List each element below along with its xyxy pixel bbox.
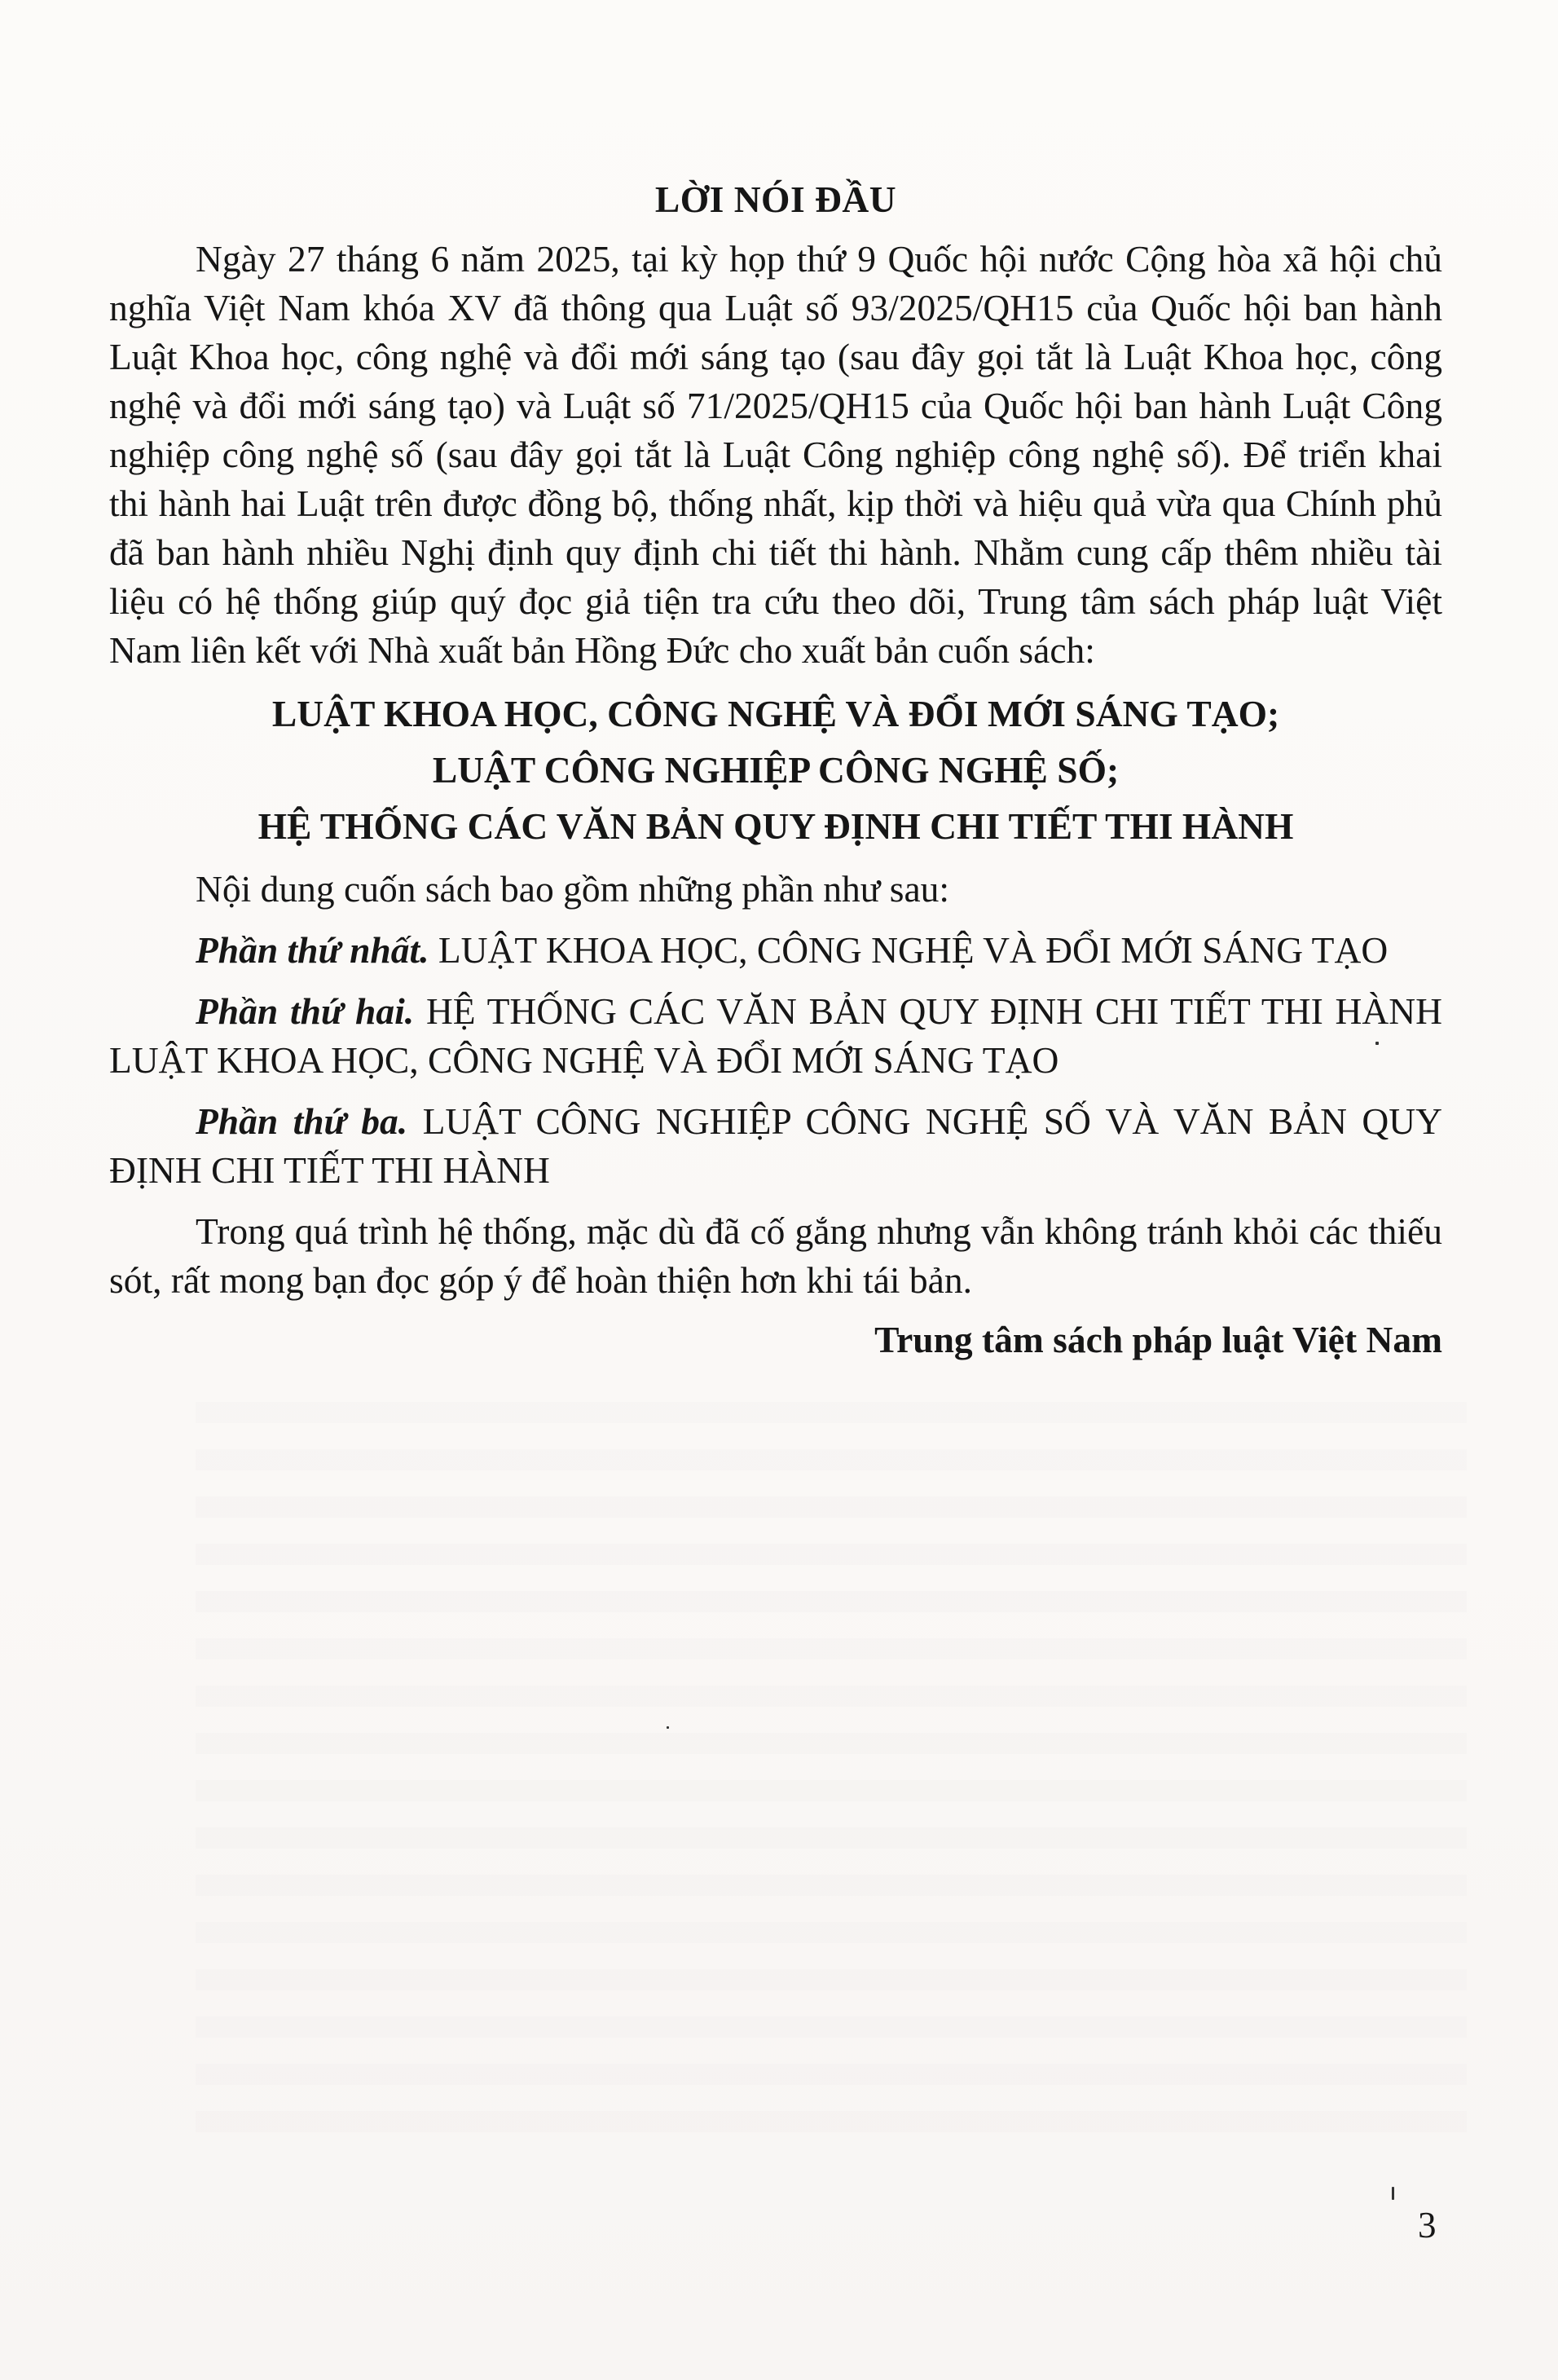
- intro-paragraph: Ngày 27 tháng 6 năm 2025, tại kỳ họp thứ 9 Quốc hội nước Cộng hòa xã hội chủ nghĩa Việt Nam khóa XV đã thông qua Luật số 93/2025/QH15 của Quốc hội ban hành Luật Khoa học, công nghệ và đổi mới sáng tạo (sau đây gọi tắt là Luật Khoa học, công nghệ và đổi mới sáng tạo) và Luật số 71/2025/QH15 của Quốc hội ban hành Luật Công nghiệp công nghệ số (sau đây gọi tắt là Luật Công nghiệp công nghệ số). Để triển khai thi hành hai Luật trên được đồng bộ, thống nhất, kịp thời và hiệu quả vừa qua Chính phủ đã ban hành nhiều Nghị định quy định chi tiết thi hành. Nhằm cung cấp thêm nhiều tài liệu có hệ thống giúp quý đọc giả tiện tra cứu theo dõi, Trung tâm sách pháp luật Việt Nam liên kết với Nhà xuất bản Hồng Đức cho xuất bản cuốn sách:: [109, 238, 1442, 671]
- book-title-line: LUẬT CÔNG NGHIỆP CÔNG NGHỆ SỐ;: [432, 749, 1120, 791]
- part-label: Phần thứ ba.: [196, 1100, 408, 1142]
- book-title-line: LUẬT KHOA HỌC, CÔNG NGHỆ VÀ ĐỔI MỚI SÁNG TẠO;: [271, 693, 1280, 734]
- closing-paragraph: Trong quá trình hệ thống, mặc dù đã cố gắng nhưng vẫn không tránh khỏi các thiếu sót, rất mong bạn đọc góp ý để hoàn thiện hơn khi tái bản.: [109, 1210, 1442, 1301]
- reverse-side-bleed-through: [196, 1402, 1467, 2135]
- part-label: Phần thứ hai.: [196, 990, 415, 1032]
- part-label: Phần thứ nhất.: [196, 929, 429, 971]
- book-title-block: [109, 685, 1442, 854]
- preface-content: [109, 175, 1442, 1364]
- signature: Trung tâm sách pháp luật Việt Nam: [874, 1319, 1442, 1360]
- print-speck: [667, 1726, 669, 1729]
- page-title: LỜI NÓI ĐẦU: [654, 178, 897, 220]
- print-speck: [1392, 2187, 1394, 2200]
- page-number: 3: [1418, 2205, 1437, 2246]
- part-item: [109, 987, 1442, 1085]
- part-item: [109, 926, 1442, 975]
- part-text: LUẬT KHOA HỌC, CÔNG NGHỆ VÀ ĐỔI MỚI SÁNG TẠO: [429, 929, 1389, 971]
- book-title-line: HỆ THỐNG CÁC VĂN BẢN QUY ĐỊNH CHI TIẾT THI HÀNH: [257, 805, 1294, 847]
- print-speck: [1375, 1042, 1379, 1045]
- part-text: LUẬT CÔNG NGHIỆP CÔNG NGHỆ SỐ VÀ VĂN BẢN QUY ĐỊNH CHI TIẾT THI HÀNH: [109, 1100, 1443, 1191]
- part-text: HỆ THỐNG CÁC VĂN BẢN QUY ĐỊNH CHI TIẾT THI HÀNH LUẬT KHOA HỌC, CÔNG NGHỆ VÀ ĐỔI MỚI SÁNG TẠO: [109, 990, 1442, 1081]
- contents-intro: Nội dung cuốn sách bao gồm những phần như sau:: [196, 868, 950, 910]
- part-item: [109, 1097, 1442, 1195]
